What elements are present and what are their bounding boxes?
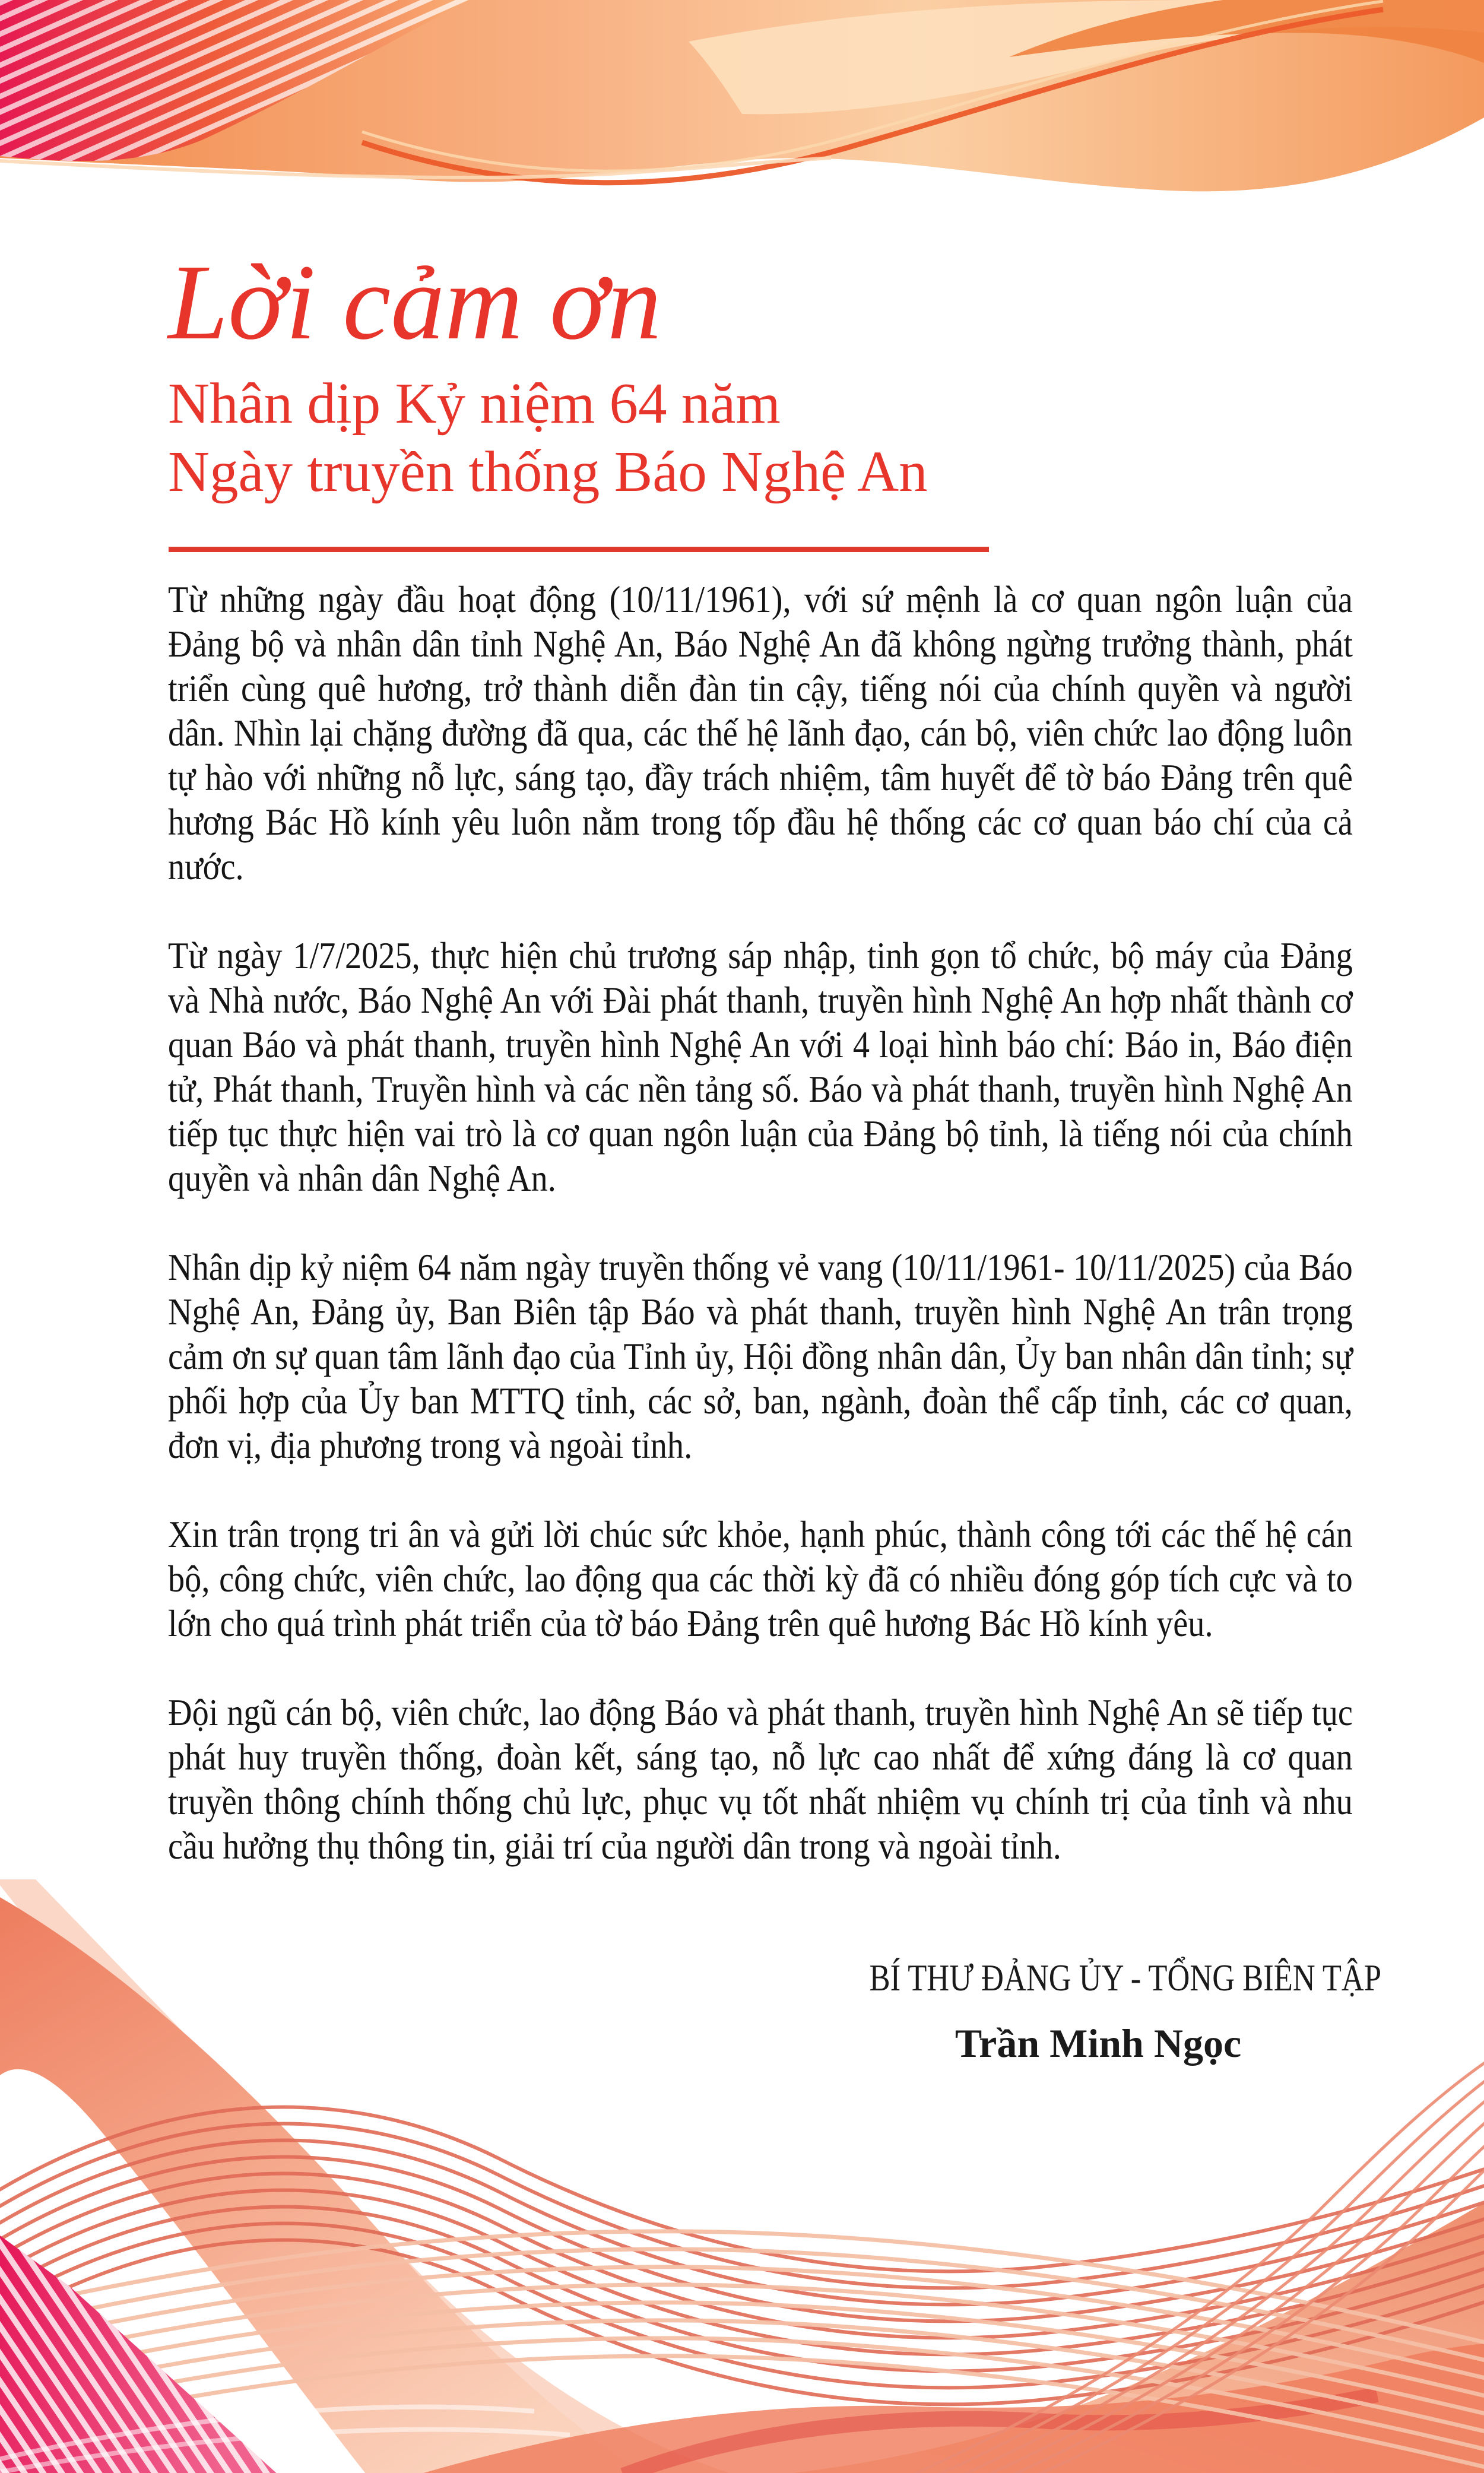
body-paragraph: Đội ngũ cán bộ, viên chức, lao động Báo và phát thanh, truyền hình Nghệ An sẽ tiếp tục phát huy truyền thống, đoàn kết, sáng tạo, nỗ lực cao nhất để xứng đáng là cơ quan truyền thông chính thống chủ lực, phục vụ tốt nhất nhiệm vụ chính trị của tỉnh và nhu cầu hưởng thụ thông tin, giải trí của người dân trong và ngoài tỉnh.: [168, 1691, 1353, 1867]
page-subtitle: [168, 369, 928, 506]
signature-name: Trần Minh Ngọc: [955, 2021, 1242, 2066]
signature-block: [819, 1957, 1382, 2066]
signature-role: BÍ THƯ ĐẢNG ỦY - TỔNG BIÊN TẬP: [869, 1957, 1382, 1999]
title-rule: [169, 547, 989, 552]
body-paragraph: Xin trân trọng tri ân và gửi lời chúc sức khỏe, hạnh phúc, thành công tới các thế hệ cán bộ, công chức, viên chức, lao động qua các thời kỳ đã có nhiều đóng góp tích cực và to lớn cho quá trình phát triển của tờ báo Đảng trên quê hương Bác Hồ kính yêu.: [168, 1513, 1353, 1644]
body-paragraph: Từ những ngày đầu hoạt động (10/11/1961), với sứ mệnh là cơ quan ngôn luận của Đảng bộ và nhân dân tỉnh Nghệ An, Báo Nghệ An đã không ngừng trưởng thành, phát triển cùng quê hương, trở thành diễn đàn tin cậy, tiếng nói của chính quyền và người dân. Nhìn lại chặng đường đã qua, các thế hệ lãnh đạo, cán bộ, viên chức lao động luôn tự hào với những nỗ lực, sáng tạo, đầy trách nhiệm, tâm huyết để tờ báo Đảng trên quê hương Bác Hồ kính yêu luôn nằm trong tốp đầu hệ thống các cơ quan báo chí của cả nước.: [168, 578, 1353, 887]
subtitle-line-1: Nhân dịp Kỷ niệm 64 năm: [168, 372, 781, 435]
body-paragraph: Từ ngày 1/7/2025, thực hiện chủ trương sáp nhập, tinh gọn tổ chức, bộ máy của Đảng và Nhà nước, Báo Nghệ An với Đài phát thanh, truyền hình Nghệ An hợp nhất thành cơ quan Báo và phát thanh, truyền hình Nghệ An với 4 loại hình báo chí: Báo in, Báo điện tử, Phát thanh, Truyền hình và các nền tảng số. Báo và phát thanh, truyền hình Nghệ An tiếp tục thực hiện vai trò là cơ quan ngôn luận của Đảng bộ tỉnh, là tiếng nói của chính quyền và nhân dân Nghệ An.: [168, 934, 1353, 1199]
subtitle-line-2: Ngày truyền thống Báo Nghệ An: [168, 440, 928, 503]
letter-body: [168, 577, 1353, 1913]
page-title: Lời cảm ơn: [168, 243, 662, 362]
body-paragraph: Nhân dịp kỷ niệm 64 năm ngày truyền thống vẻ vang (10/11/1961- 10/11/2025) của Báo Nghệ An, Đảng ủy, Ban Biên tập Báo và phát thanh, truyền hình Nghệ An trân trọng cảm ơn sự quan tâm lãnh đạo của Tỉnh ủy, Hội đồng nhân dân, Ủy ban nhân dân tỉnh; sự phối hợp của Ủy ban MTTQ tỉnh, các sở, ban, ngành, đoàn thể cấp tỉnh, các cơ quan, đơn vị, địa phương trong và ngoài tỉnh.: [168, 1246, 1353, 1466]
